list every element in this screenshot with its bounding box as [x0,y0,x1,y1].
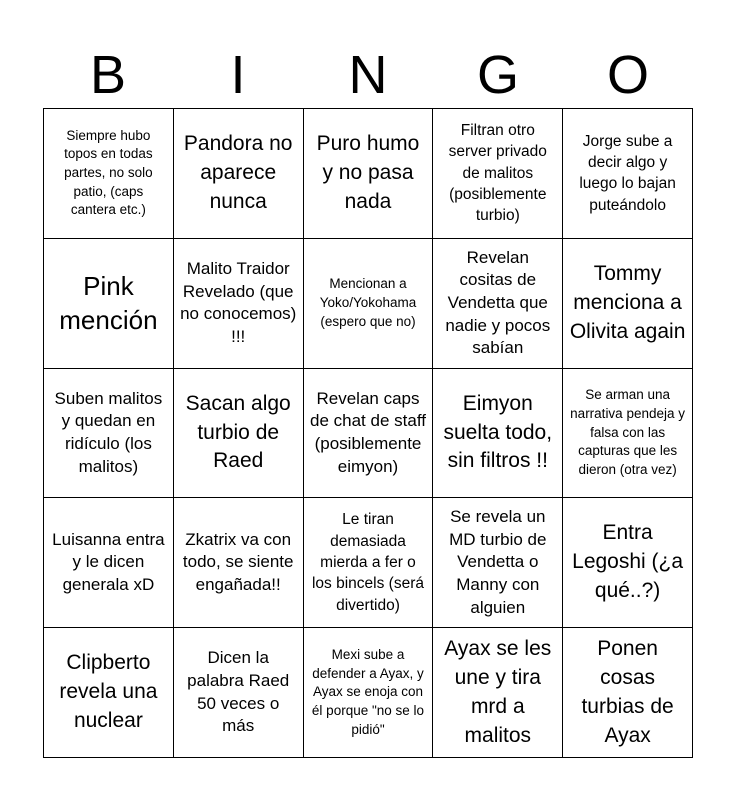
bingo-cell[interactable]: Revelan caps de chat de staff (posiblemente eimyon) [304,369,434,499]
bingo-cell[interactable]: Pandora no aparece nunca [174,109,304,239]
bingo-cell[interactable]: Le tiran demasiada mierda a fer o los bincels (será divertido) [304,498,434,628]
bingo-grid [43,108,693,758]
bingo-cell[interactable]: Luisanna entra y le dicen generala xD [44,498,174,628]
bingo-cell[interactable]: Se revela un MD turbio de Vendetta o Manny con alguien [433,498,563,628]
header-letter-n: N [348,45,388,105]
bingo-cell[interactable]: Se arman una narrativa pendeja y falsa con las capturas que les dieron (otra vez) [563,369,693,499]
bingo-cell[interactable]: Suben malitos y quedan en ridículo (los malitos) [44,369,174,499]
bingo-cell[interactable]: Clipberto revela una nuclear [44,628,174,758]
bingo-cell[interactable]: Revelan cositas de Vendetta que nadie y pocos sabían [433,239,563,369]
bingo-cell[interactable]: Puro humo y no pasa nada [304,109,434,239]
bingo-cell[interactable]: Filtran otro server privado de malitos (posiblemente turbio) [433,109,563,239]
bingo-cell[interactable]: Entra Legoshi (¿a qué..?) [563,498,693,628]
bingo-cell[interactable]: Pink mención [44,239,174,369]
header-letter-i: I [230,45,246,105]
header-letter-b: B [89,45,127,105]
bingo-cell[interactable]: Jorge sube a decir algo y luego lo bajan puteándolo [563,109,693,239]
bingo-cell[interactable]: Dicen la palabra Raed 50 veces o más [174,628,304,758]
header-letter-g: G [476,45,519,105]
bingo-cell[interactable]: Siempre hubo topos en todas partes, no solo patio, (caps cantera etc.) [44,109,174,239]
bingo-cell[interactable]: Zkatrix va con todo, se siente engañada!! [174,498,304,628]
bingo-cell[interactable]: Mexi sube a defender a Ayax, y Ayax se enoja con él porque "no se lo pidió" [304,628,434,758]
bingo-cell[interactable]: Ponen cosas turbias de Ayax [563,628,693,758]
bingo-cell[interactable]: Tommy menciona a Olivita again [563,239,693,369]
header-letter-o: O [606,45,649,105]
bingo-cell[interactable]: Ayax se les une y tira mrd a malitos [433,628,563,758]
bingo-header [43,42,693,108]
bingo-cell[interactable]: Sacan algo turbio de Raed [174,369,304,499]
bingo-cell[interactable]: Mencionan a Yoko/Yokohama (espero que no) [304,239,434,369]
bingo-cell[interactable]: Malito Traidor Revelado (que no conocemos) !!! [174,239,304,369]
bingo-cell[interactable]: Eimyon suelta todo, sin filtros !! [433,369,563,499]
